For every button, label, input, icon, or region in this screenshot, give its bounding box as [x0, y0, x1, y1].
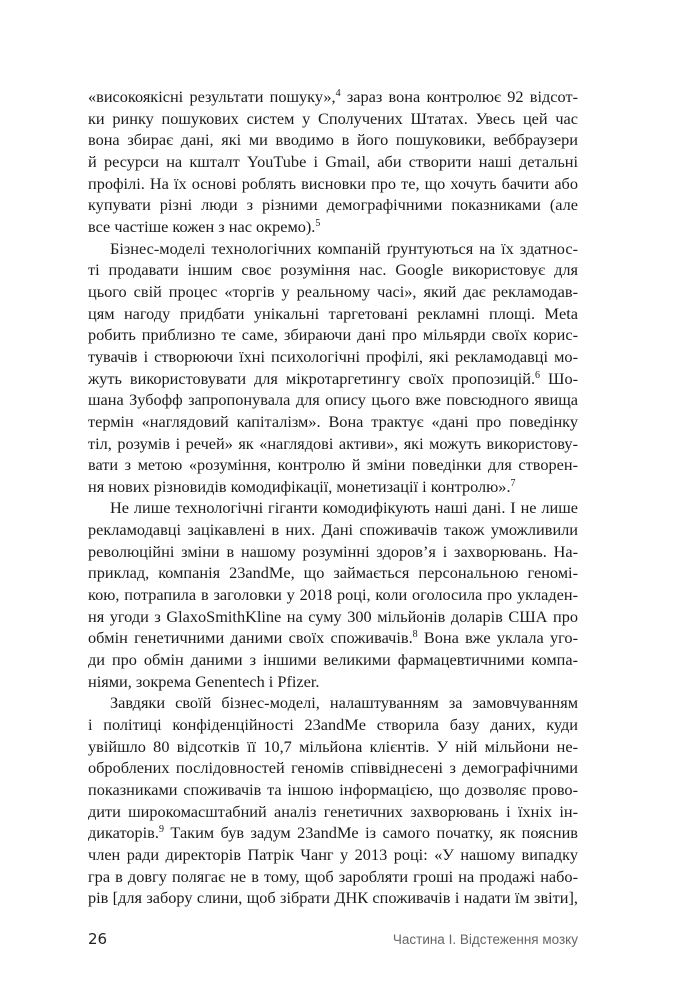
text-line: [88, 303, 578, 325]
text-line: [88, 671, 578, 693]
text-line: [88, 433, 578, 455]
text-span: дити широкомасштабний аналіз генетичних захворювань і їхніх ін-: [88, 801, 578, 821]
text-span: революційні зміни в нашому розумінні здоров’я і захворювань. На-: [88, 541, 578, 561]
text-span: член ради директорів Патрік Чанг у 2013 році: «У нашому випадку: [88, 844, 578, 864]
text-line: [88, 562, 578, 584]
running-head: Частина I. Відстеження мозку: [392, 932, 578, 947]
text-line: [88, 151, 578, 173]
text-span: ки ринку пошукових систем у Сполучених Штатах. Увесь цей час: [88, 108, 578, 128]
text-span: гра в довгу полягає не в тому, щоб заробляти гроші на продажі набо-: [88, 866, 578, 886]
text-line: [88, 281, 578, 303]
paragraph: [88, 497, 578, 692]
text-line: [88, 86, 578, 108]
text-span: жуть використовувати для мікротаргетингу своїх пропозицій.: [88, 368, 536, 388]
text-span: увійшло 80 відсотків її 10,7 мільйона клієнтів. У ній мільйони не-: [88, 736, 578, 756]
text-span: термін «наглядовий капіталізм». Вона трактує «дані про поведінку: [88, 411, 578, 431]
text-span: Шо-: [540, 368, 579, 388]
text-span: кою, потрапила в заголовки у 2018 році, коли оголосила про укладен-: [88, 585, 578, 605]
text-span: вона збирає дані, які ми вводимо в його пошуковики, веббраузери: [88, 130, 578, 150]
text-line: [88, 519, 578, 541]
text-line: [88, 692, 578, 714]
text-line: [88, 238, 578, 260]
paragraph: [88, 86, 578, 238]
text-line: [88, 887, 578, 909]
page-footer: [88, 930, 578, 952]
text-line: [88, 324, 578, 346]
text-span: ніями, зокрема Genentech і Pfizer.: [88, 671, 320, 691]
text-line: [88, 541, 578, 563]
text-span: профілі. На їх основі роблять висновки про те, що хочуть бачити або: [88, 173, 578, 193]
text-span: Таким був задум 23andMe із самого початку, як пояснив: [163, 823, 578, 843]
text-line: [88, 649, 578, 671]
text-line: [88, 259, 578, 281]
text-line: [88, 497, 578, 519]
footnote-ref: 6: [535, 369, 541, 381]
text-span: тіл, розумів і речей» як «наглядові активи», які можуть використову-: [88, 433, 578, 453]
text-span: й ресурси на кшталт YouTube і Gmail, аби створити наші детальні: [88, 151, 578, 171]
text-span: обмін генетичними даними своїх споживачів.: [88, 628, 413, 648]
text-span: цього свій процес «торгів у реальному часі», який дає рекламодав-: [88, 281, 578, 301]
text-line: [88, 216, 578, 238]
footnote-ref: 9: [158, 824, 164, 836]
text-span: Вона вже уклала уго-: [417, 628, 578, 648]
text-span: робить приблизно те саме, збираючи дані про мільярди своїх корис-: [88, 325, 578, 345]
text-span: показниками споживачів та іншою інформацією, що дозволяє прово-: [88, 780, 578, 799]
page-number: 26: [88, 930, 108, 948]
text-line: [88, 779, 578, 801]
text-line: [88, 606, 578, 628]
text-line: [88, 714, 578, 736]
text-line: [88, 454, 578, 476]
footnote-ref: 4: [335, 88, 341, 99]
footnote-ref: 7: [510, 477, 516, 489]
text-span: зараз вона контролює 92 відсот-: [340, 87, 578, 106]
text-span: вати з метою «розуміння, контролю й зміни поведінки для створен-: [88, 455, 578, 475]
text-span: ди про обмін даними з іншими великими фармацевтичними компа-: [88, 650, 578, 670]
text-span: приклад, компанія 23andMe, що займається персональною геномі-: [88, 563, 578, 583]
text-span: рекламодавці зацікавлені в них. Дані споживачів також уможливили: [88, 520, 578, 540]
text-line: [88, 736, 578, 758]
text-line: [88, 389, 578, 411]
text-line: [88, 822, 578, 844]
text-line: [88, 757, 578, 779]
text-span: цям нагоду придбати унікальні таргетовані рекламні площі. Meta: [88, 303, 578, 323]
text-span: Завдяки своїй бізнес-моделі, налаштуванням за замовчуванням: [110, 693, 578, 713]
text-line: [88, 866, 578, 888]
text-line: [88, 627, 578, 649]
text-span: рів [для забору слини, щоб зібрати ДНК споживачів і надати їм звіти],: [88, 888, 578, 908]
text-line: [88, 129, 578, 151]
text-span: і політиці конфіденційності 23andMe створила базу даних, куди: [88, 715, 578, 735]
paragraph: [88, 692, 578, 909]
text-line: [88, 368, 578, 390]
text-line: [88, 173, 578, 195]
text-span: ня нових різновидів комодифікації, монетизації і контролю».: [88, 476, 511, 496]
text-line: [88, 411, 578, 433]
text-span: шана Зубофф запропонувала для опису цього вже повсюдного явища: [88, 390, 578, 410]
body-text: [88, 86, 578, 909]
text-line: [88, 108, 578, 130]
text-span: дикаторів.: [88, 823, 159, 843]
text-span: Не лише технологічні гіганти комодифікують наші дані. І не лише: [110, 498, 578, 518]
text-line: [88, 346, 578, 368]
paragraph: [88, 238, 578, 498]
text-span: Бізнес-моделі технологічних компаній ґрунтуються на їх здатнос-: [110, 238, 578, 258]
text-span: ті продавати іншим своє розуміння нас. Google використовує для: [88, 260, 578, 280]
text-span: купувати різні люди з різними демографічними показниками (але: [88, 195, 578, 215]
text-line: [88, 194, 578, 216]
text-span: оброблених послідовностей геномів співвіднесені з демографічними: [88, 758, 578, 778]
text-span: «високоякісні результати пошуку»,: [88, 87, 336, 106]
text-line: [88, 584, 578, 606]
text-line: [88, 801, 578, 823]
footnote-ref: 8: [412, 629, 418, 641]
text-span: все частіше кожен з нас окремо).: [88, 216, 316, 236]
text-span: ня угоди з GlaxoSmithKline на суму 300 мільйонів доларів США про: [88, 606, 578, 626]
footnote-ref: 5: [315, 217, 321, 229]
text-line: [88, 476, 578, 498]
text-line: [88, 844, 578, 866]
text-span: тувачів і створюючи їхні психологічні профілі, які рекламодавці мо-: [88, 346, 578, 366]
